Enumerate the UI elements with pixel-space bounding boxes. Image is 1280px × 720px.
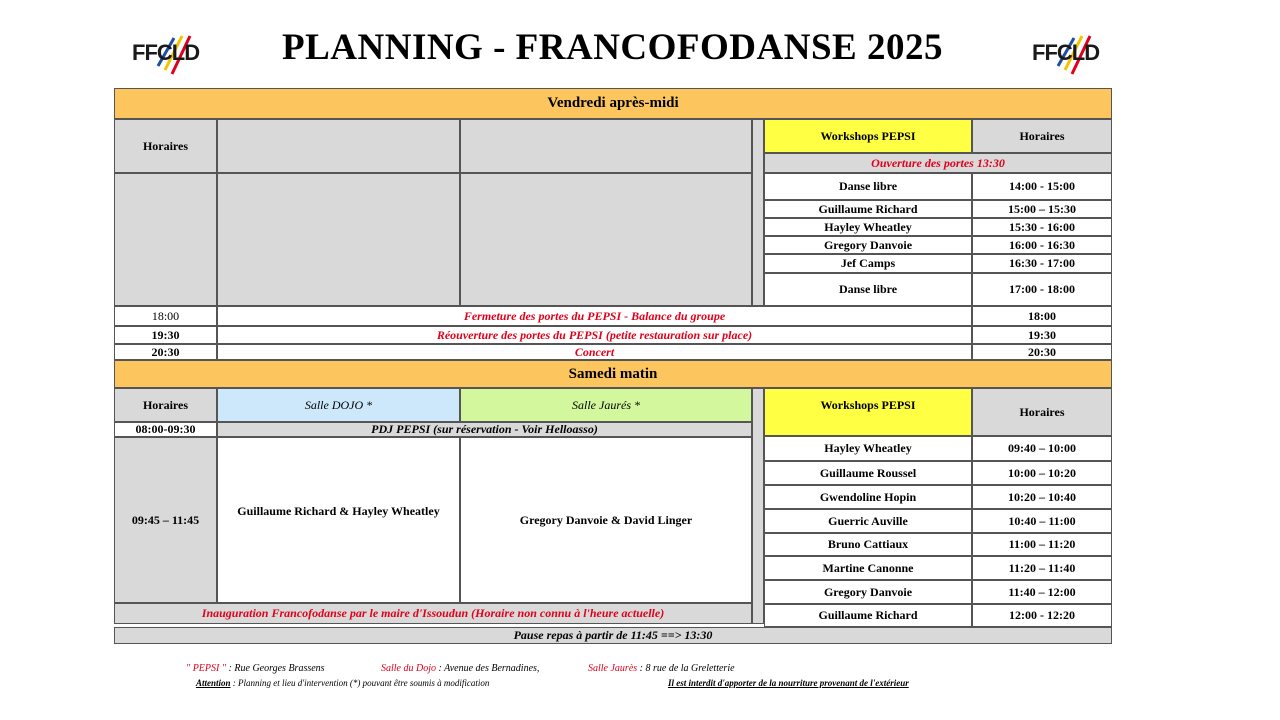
salle-dojo-header: Salle DOJO * <box>217 388 460 422</box>
saturday-workshop-time: 10:00 – 10:20 <box>972 461 1112 485</box>
inauguration-note: Inauguration Francofodanse par le maire d'Issoudun (Horaire non connu à l'heure actuelle) <box>114 603 752 624</box>
friday-workshop-time: 16:00 - 16:30 <box>972 236 1112 254</box>
friday-empty-col1 <box>217 173 460 306</box>
friday-event-text: Réouverture des portes du PEPSI (petite restauration sur place) <box>217 326 972 344</box>
footer-pepsi-label: " PEPSI " <box>186 663 227 674</box>
friday-event-time-right: 20:30 <box>972 344 1112 360</box>
friday-empty-col2-header <box>460 119 752 173</box>
footer-food-note: Il est interdit d'apporter de la nourriture provenant de l'extérieur <box>668 678 909 688</box>
friday-event-time-right: 19:30 <box>972 326 1112 344</box>
saturday-workshop-name: Guillaume Richard <box>764 604 972 627</box>
saturday-workshop-time: 11:40 – 12:00 <box>972 580 1112 604</box>
friday-horaires-right-header: Horaires <box>972 119 1112 153</box>
friday-workshop-name: Danse libre <box>764 173 972 200</box>
friday-event-time: 20:30 <box>114 344 217 360</box>
saturday-workshop-name: Bruno Cattiaux <box>764 533 972 556</box>
footer-pepsi-addr: : Rue Georges Brassens <box>228 663 325 674</box>
saturday-workshop-time: 11:20 – 11:40 <box>972 556 1112 580</box>
saturday-workshop-time: 10:40 – 11:00 <box>972 509 1112 533</box>
saturday-workshop-name: Gregory Danvoie <box>764 580 972 604</box>
logo-text: FFCLD <box>132 40 200 65</box>
footer-dojo-label: Salle du Dojo <box>381 663 436 674</box>
saturday-workshop-name: Hayley Wheatley <box>764 436 972 461</box>
friday-workshop-time: 15:30 - 16:00 <box>972 218 1112 236</box>
saturday-workshop-time: 09:40 – 10:00 <box>972 436 1112 461</box>
logo-right <box>1032 30 1112 78</box>
saturday-separator <box>752 388 764 624</box>
saturday-workshop-name: Guerric Auville <box>764 509 972 533</box>
saturday-workshops-header: Workshops PEPSI <box>764 388 972 436</box>
friday-horaires-header: Horaires <box>114 119 217 173</box>
page-title: PLANNING - FRANCOFODANSE 2025 <box>282 27 943 68</box>
logo-left <box>132 30 212 78</box>
footer-attention-label: Attention <box>196 678 231 688</box>
salle-jaures-header: Salle Jaurés * <box>460 388 752 422</box>
saturday-workshop-name: Martine Canonne <box>764 556 972 580</box>
friday-workshop-time: 15:00 – 15:30 <box>972 200 1112 218</box>
friday-workshop-name: Jef Camps <box>764 254 972 273</box>
friday-workshop-name: Hayley Wheatley <box>764 218 972 236</box>
jaures-session: Gregory Danvoie & David Linger <box>460 437 752 603</box>
footer-jaures-label: Salle Jaurès <box>588 663 638 674</box>
friday-workshop-name: Gregory Danvoie <box>764 236 972 254</box>
friday-workshop-name: Guillaume Richard <box>764 200 972 218</box>
footer-jaures-addr: : 8 rue de la Greletterie <box>639 663 735 674</box>
dojo-session: Guillaume Richard & Hayley Wheatley <box>217 437 460 603</box>
friday-separator <box>752 119 764 306</box>
logo-text: FFCLD <box>1032 40 1100 65</box>
friday-event-time-right: 18:00 <box>972 306 1112 326</box>
friday-event-text: Fermeture des portes du PEPSI - Balance du groupe <box>217 306 972 326</box>
friday-workshop-time: 16:30 - 17:00 <box>972 254 1112 273</box>
pdj-time: 08:00-09:30 <box>114 422 217 437</box>
footer-dojo <box>381 663 539 674</box>
saturday-workshop-time: 11:00 – 11:20 <box>972 533 1112 556</box>
footer-dojo-addr: : Avenue des Bernadines, <box>438 663 540 674</box>
friday-empty-col1-header <box>217 119 460 173</box>
friday-event-time: 19:30 <box>114 326 217 344</box>
saturday-workshop-time: 10:20 – 10:40 <box>972 485 1112 509</box>
friday-workshop-time: 17:00 - 18:00 <box>972 273 1112 306</box>
friday-empty-horaires <box>114 173 217 306</box>
friday-event-time: 18:00 <box>114 306 217 326</box>
footer-attention <box>196 678 489 688</box>
pdj-text: PDJ PEPSI (sur réservation - Voir Helloasso) <box>217 422 752 437</box>
footer-addresses <box>186 663 325 674</box>
saturday-horaires-header: Horaires <box>114 388 217 422</box>
saturday-main-time: 09:45 – 11:45 <box>114 437 217 603</box>
saturday-band: Samedi matin <box>114 360 1112 388</box>
friday-workshop-name: Danse libre <box>764 273 972 306</box>
friday-band: Vendredi après-midi <box>114 88 1112 119</box>
saturday-workshop-time: 12:00 - 12:20 <box>972 604 1112 627</box>
footer-jaures <box>588 663 735 674</box>
friday-doors-open: Ouverture des portes 13:30 <box>764 153 1112 173</box>
friday-event-text: Concert <box>217 344 972 360</box>
lunch-break-note: Pause repas à partir de 11:45 ==> 13:30 <box>114 627 1112 644</box>
saturday-workshop-name: Gwendoline Hopin <box>764 485 972 509</box>
friday-empty-col2 <box>460 173 752 306</box>
friday-workshops-header: Workshops PEPSI <box>764 119 972 153</box>
saturday-workshop-name: Guillaume Roussel <box>764 461 972 485</box>
saturday-horaires-right-header: Horaires <box>972 388 1112 436</box>
footer-attention-text: : Planning et lieu d'intervention (*) pouvant être soumis à modification <box>232 678 490 688</box>
friday-workshop-time: 14:00 - 15:00 <box>972 173 1112 200</box>
